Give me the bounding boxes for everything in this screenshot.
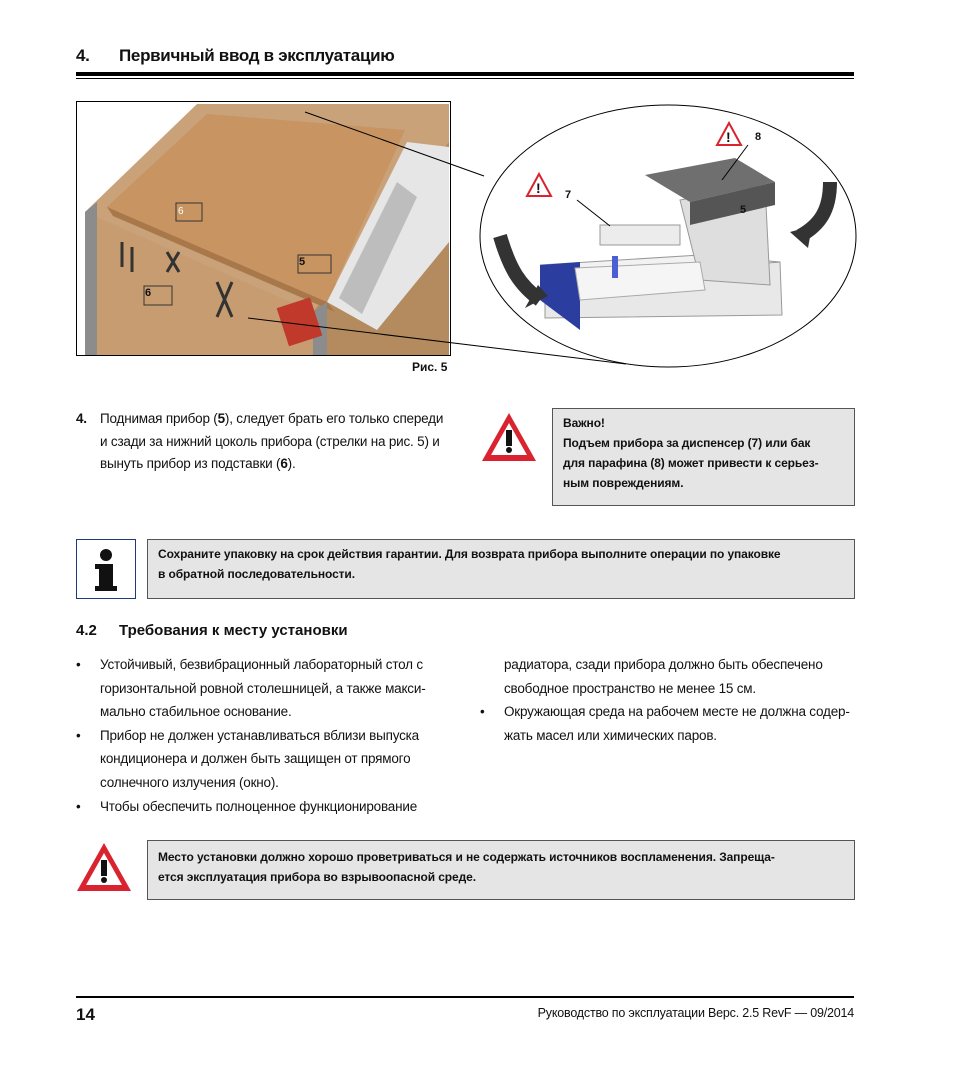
crate-label-6a: 6 — [178, 206, 184, 217]
info-box — [147, 539, 855, 599]
step-4 — [76, 408, 451, 476]
detail-label-8: 8 — [755, 131, 762, 143]
svg-text:!: ! — [726, 129, 731, 145]
list-item: • Устойчивый, безвибрационный лабораторный стол с горизонтальной ровной столешницей, а также макси- мально стабильное основание. — [76, 653, 448, 724]
footer-rule — [76, 996, 854, 998]
warning-box — [147, 840, 855, 900]
step-line-1: Поднимая прибор (5), следует брать его только спереди — [100, 411, 444, 426]
svg-text:!: ! — [536, 180, 541, 196]
crate-label-5: 5 — [299, 256, 306, 268]
device-detail — [0, 0, 954, 380]
figure-caption: Рис. 5 — [412, 360, 448, 374]
requirements-right — [504, 653, 854, 747]
important-box — [552, 408, 855, 506]
detail-label-7: 7 — [565, 189, 572, 201]
list-item: • Чтобы обеспечить полноценное функционирование — [76, 795, 448, 819]
subsection-number: 4.2 — [76, 622, 97, 639]
important-title: Важно! — [563, 416, 605, 430]
list-item-continuation: радиатора, сзади прибора должно быть обеспечено свободное пространство не менее 15 см. — [504, 657, 823, 696]
step-line-2: и сзади за нижний цоколь прибора (стрелки на рис. 5) и — [100, 433, 440, 449]
requirements-left — [76, 653, 448, 818]
list-item: • Окружающая среда на рабочем месте не должна содер- жать масел или химических паров. — [480, 700, 854, 747]
important-line-3: ным повреждениям. — [563, 476, 684, 490]
crate-label-6b: 6 — [145, 287, 152, 299]
info-icon — [76, 539, 136, 599]
important-line-2: для парафина (8) может привести к серьез- — [563, 456, 819, 470]
warning-icon — [479, 410, 539, 464]
step-line-3: вынуть прибор из подставки (6). — [100, 456, 296, 471]
important-line-1: Подъем прибора за диспенсер (7) или бак — [563, 436, 811, 450]
warning-line-2: ется эксплуатация прибора во взрывоопасной среде. — [158, 870, 476, 884]
section-number: 4. — [76, 46, 90, 65]
warning-line-1: Место установки должно хорошо проветриваться и не содержать источников воспламенения. Запреща- — [158, 850, 775, 864]
subsection-title — [76, 622, 348, 639]
info-icon-glyph — [77, 540, 135, 598]
warning-icon-2 — [74, 840, 134, 894]
info-line-1: Сохраните упаковку на срок действия гарантии. Для возврата прибора выполните операции по упаковке — [158, 547, 781, 561]
page-number: 14 — [76, 1005, 95, 1024]
section-title-text: Первичный ввод в эксплуатацию — [119, 46, 395, 65]
step-number: 4. — [76, 411, 87, 426]
list-item: • Прибор не должен устанавливаться вблизи выпуска кондиционера и должен быть защищен от прямого солнечного излучения (окно). — [76, 724, 448, 795]
info-line-2: в обратной последовательности. — [158, 567, 355, 581]
detail-label-5: 5 — [740, 204, 747, 216]
subsection-title-text: Требования к месту установки — [119, 622, 348, 639]
footer-document: Руководство по эксплуатации Верс. 2.5 RevF — 09/2014 — [537, 1006, 854, 1020]
